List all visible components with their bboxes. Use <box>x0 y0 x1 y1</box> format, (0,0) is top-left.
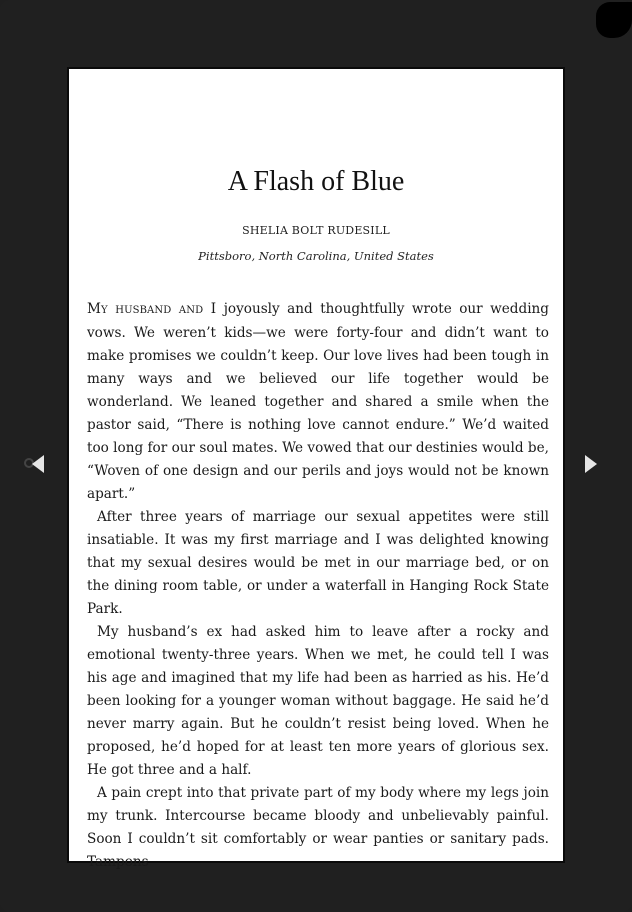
triangle-right-icon <box>584 454 598 474</box>
author-location: Pittsboro, North Carolina, United States <box>198 249 434 263</box>
lead-in-text: My husband and I <box>87 301 217 317</box>
camera-notch <box>596 2 632 38</box>
next-page-button[interactable] <box>580 453 602 475</box>
paragraph-3: My husband’s ex had asked him to leave after a rocky and emotional twenty-three years. When we met, he could tell I was his age and imagined that my life had been as harried as his. He’d been looking for a younger woman without baggage. He said he’d never marry again. But he couldn’t resist being loved. When he proposed, he’d hoped for at least ten more years of glorious sex. He got three and a half. <box>87 624 549 778</box>
chapter-body <box>87 298 549 874</box>
lead-in-smallcaps <box>87 301 217 317</box>
chapter-title: A Flash of Blue <box>227 166 405 197</box>
chapter-author: SHELIA BOLT RUDESILL <box>242 224 390 237</box>
book-page[interactable] <box>67 67 565 870</box>
paragraph-2: After three years of marriage our sexual appetites were still insatiable. It was my first marriage and I was delighted knowing that my sexual desires would be met in our marriage bed, or on the dining room table, or under a waterfall in Hanging Rock State Park. <box>87 509 549 617</box>
paragraph-1-text: joyously and thoughtfully wrote our wedding vows. We weren’t kids—we were forty-four and didn’t want to make promises we couldn’t keep. Our love lives had been tough in many ways and we believed our life together would be wonderland. We leaned together and shared a smile when the pastor said, “There is nothing love cannot endure.” We’d waited too long for our soul mates. We vowed that our destinies would be, “Woven of one design and our perils and joys would not be known apart.” <box>87 301 549 502</box>
previous-page-button[interactable] <box>27 453 49 475</box>
triangle-left-icon <box>31 454 45 474</box>
paragraph-4: A pain crept into that private part of my body where my legs join my trunk. Intercourse became bloody and unbelievably painful. Soon I couldn’t sit comfortably or wear panties or sanitary pads. Tampons <box>87 785 549 870</box>
paragraph-1 <box>87 298 549 506</box>
